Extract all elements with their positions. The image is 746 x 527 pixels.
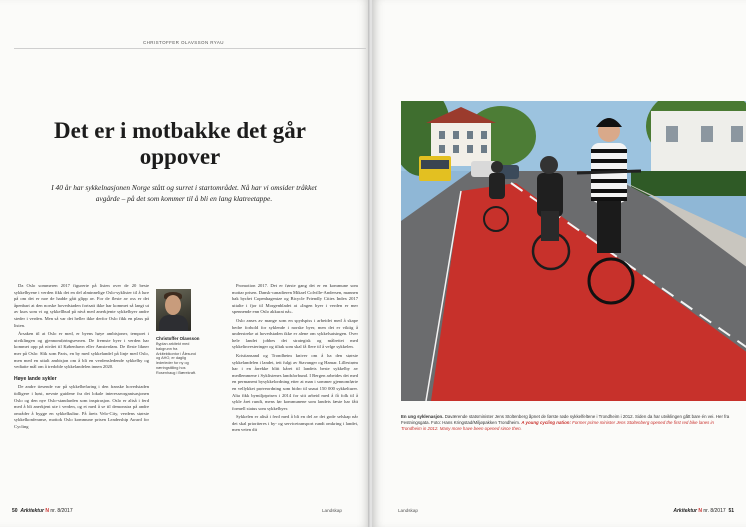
- body-paragraph: De andre tiesende var på sykkelbefaring i den franske hovedstaden tidligere i høst, nevnte guidene fra det lokale interesseorganisasjonen Oslo og den nye Oslo-standarden som inspirasjon. Oslo er altså i ferd med å bli anerkjent ute i verden, og et med å se til demonstra på andre områder å bygge en sykkelkultur. På årets Velo-City, verdens største sykkelkonferanse, mottok Oslo kommune prisen Leadership Award for Cycling: [14, 384, 149, 429]
- caption-title: En ung syklenasjon.: [401, 414, 444, 419]
- section-label: Landskap: [322, 508, 342, 513]
- issue-number: nr. 8/2017: [703, 508, 726, 514]
- section-label: Landskap: [398, 508, 418, 513]
- body-column-2: [232, 283, 358, 436]
- magazine-brand: Arkitektur: [20, 508, 44, 514]
- right-footer: [673, 508, 734, 514]
- magazine-brand-n: N: [698, 508, 703, 514]
- author-bio: Byplan arkitekt med bakgrunn fra Arkitektkontor i Ålesund og AHO, er daglig lederleder for ny og næringstilling hos Rosenhaug i Bærekraft.: [156, 342, 197, 375]
- body-paragraph: Sykkelen er altså i ferd med å bli en del av det gode selskap når det skal prioriteres i by- og servicetransport rundt omkring i landet, men veien dit: [232, 414, 358, 433]
- page-number: 50: [12, 508, 18, 514]
- body-paragraph: Da Oslo sommeren 2017 figurerte på listen over de 20 beste sykkelbyene i verden fikk det en del alminnelige Oslo-syklister til å lure på om det er noe de hadde gått glipp av. For de fleste av oss er det åpenbart at den norske hovedstaden fortsatt ikke har kommet så langt ut av kurs som vi og sykkellbud på nivå med anerkjente sykkelbyer andre steder i verden. Men så var det heller ikke derfor Oslo fikk en plass på listen.: [14, 283, 149, 328]
- author-portrait: [156, 289, 191, 331]
- caption-english-text: Former prime minister Jens Stoltenberg opened the first red bike lanes in Trondheim in 2012. Many more have been opened since then.: [401, 420, 714, 431]
- issue-number: nr. 8/2017: [50, 508, 73, 514]
- right-page: [372, 0, 746, 527]
- article-lede: I 40 år har sykkelnasjonen Norge stått og surret i startområdet. Nå har vi omsider tråkket avgårde – på det som kommer til å bli en lang klatreetappe.: [51, 183, 317, 203]
- body-paragraph: Årsaken til at Oslo er med, er byens høye ambisjoner, tempoet i utviklingen og gjennomføringsevnen. De fremste byer i verden har kommet opp på nivået til København eller Amsterdam. De fleste likner mer på Oslo: Slik som Paris, en by med sykkelandel på linje med Oslo, men med en uttalt ambisjon om å bli en verdensledende sykkelby og vedtatte mål om å tredoble sykkelandelen innen 2020.: [14, 331, 149, 370]
- body-column-1: [14, 283, 149, 432]
- caption-english-title: A young cycling nation:: [521, 420, 571, 425]
- left-footer: [12, 508, 73, 514]
- section-subhead: Høye lande sykler: [14, 375, 57, 382]
- body-paragraph: Oslo anses av mange som en spydspiss i arbeidet med å skape bedre forhold for syklende i norske byer, men det er viktig å understreke at hovedstaden ikke er alene om sykkelsatsingen. Over hele landet jobbes det strategisk og målrettet med sykkelinvesteringer og tiltak som skal få flere til å velge sykkelen.: [232, 317, 358, 350]
- body-paragraph: Promotion 2017. Det er første gang det er en kommune som mottar prisen. Dansk-canadieren Mikael Colville-Andersen, mannen bak byrået Copenhagenize og Bicycle Friendly Cities Index 2017 uttalte i fjor til Morgenbladet at «Ingen byer i verden er mer spennende enn Oslo akkurat nå».: [232, 283, 358, 315]
- photo-illustration: [401, 101, 746, 401]
- magazine-brand: Arkitektur: [673, 508, 697, 514]
- header-rule: [14, 48, 366, 49]
- caption-text: Daværende statsminister Jens Stoltenberg åpnet de første røde sykkelfeltene i Trondheim i 2012. Siden da har utviklingen gått bare én vei. Her fra Festningsgata. Foto: Hans Kringstad/Miljøpakken Trondheim.: [401, 414, 730, 425]
- page-number: 51: [728, 508, 734, 514]
- photo-caption: [401, 414, 731, 432]
- article-headline: Det er i motbakke det går oppover: [54, 118, 306, 169]
- author-name: Christoffer Olavsson: [156, 336, 200, 341]
- cyclists-photo: [401, 101, 746, 401]
- author-kicker: CHRISTOFFER OLAVSSON RYAU: [143, 40, 224, 45]
- left-page: [0, 0, 370, 527]
- magazine-brand-n: N: [45, 508, 49, 514]
- body-paragraph: Kristiansand og Trondheim kniver om å ha den største sykkelandelen i landet, tett fulgt av Stavanger og Hamar. Lillestrøm har i en årrekke blitt kåret til landets beste sykkelby av medlemmene i Syklistenes landsforbund. I Bergen arbeides det med en permanent bysykkelordning etter at man i sommer gjennomførte en vellykket prøveordning som bidro til snaut 150 000 sykkelturer. Alta fikk bymiljøprisen i 2014 for sitt arbeid med å få folk til å sykle året rundt, mens før kommunene som landets fæste har fått formell status som sykkelbyer.: [232, 352, 358, 411]
